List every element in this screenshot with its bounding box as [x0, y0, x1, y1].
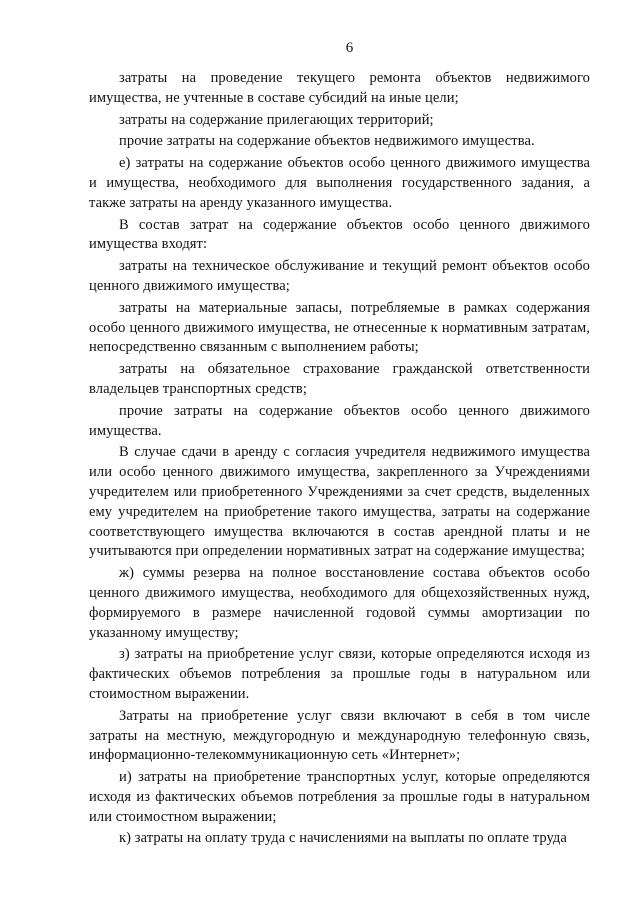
- paragraph: з) затраты на приобретение услуг связи, которые определяются исходя из фактических объемов потребления за прошлые годы в натуральном или стоимостном выражении.: [89, 646, 590, 702]
- paragraph: В состав затрат на содержание объектов особо ценного движимого имущества входят:: [89, 216, 590, 253]
- paragraph: затраты на обязательное страхование гражданской ответственности владельцев транспортных средств;: [89, 361, 590, 397]
- paragraph: к) затраты на оплату труда с начислениями на выплаты по оплате труда: [119, 830, 567, 847]
- paragraph: затраты на проведение текущего ремонта объектов недвижимого имущества, не учтенные в составе субсидий на иные цели;: [89, 70, 590, 106]
- paragraph: Затраты на приобретение услуг связи включают в себя в том числе затраты на местную, междугородную и международную телефонную связь, информационно-телекоммуникационную сеть «Интернет»;: [89, 707, 590, 764]
- page-number: 6: [345, 40, 354, 56]
- paragraph: затраты на материальные запасы, потребляемые в рамках содержания особо ценного движимого имущества, не отнесенные к нормативным затратам, непосредственно связанным с выполнением работы;: [89, 299, 590, 356]
- paragraph: В случае сдачи в аренду с согласия учредителя недвижимого имущества или особо ценного движимого имущества, закрепленного за Учреждениями учредителем или приобретенного Учреждениями за счет средств, выделенных ему учредителем на приобретение такого имущества, затраты на содержание соответствующего имущества включаются в состав арендной платы и не учитываются при определении нормативных затрат на содержание имущества;: [89, 444, 590, 560]
- paragraph: ж) суммы резерва на полное восстановление состава объектов особо ценного движимого имущества, необходимого для общехозяйственных нужд, формируемого в размере начисленной годовой суммы амортизации по указанному имуществу;: [89, 565, 590, 641]
- paragraph: е) затраты на содержание объектов особо ценного движимого имущества и имущества, необходимого для выполнения государственного задания, а также затраты на аренду указанного имущества.: [89, 155, 590, 211]
- paragraph: прочие затраты на содержание объектов особо ценного движимого имущества.: [89, 402, 590, 439]
- paragraph: прочие затраты на содержание объектов недвижимого имущества.: [119, 133, 535, 150]
- paragraph: затраты на техническое обслуживание и текущий ремонт объектов особо ценного движимого имущества;: [89, 258, 590, 294]
- paragraph: и) затраты на приобретение транспортных услуг, которые определяются исходя из фактических объемов потребления за прошлые годы в натуральном или стоимостном выражении;: [89, 769, 590, 825]
- paragraph: затраты на содержание прилегающих территорий;: [119, 111, 434, 128]
